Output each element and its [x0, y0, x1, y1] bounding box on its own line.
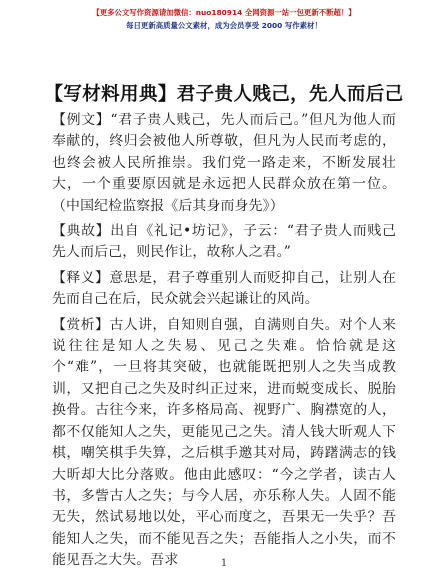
page-number: 1 [220, 558, 228, 569]
banner-line-1: 【更多公文写作资源请加微信：nuo180914 全网资源一站一包更新不断超！】 [92, 8, 356, 17]
header-banner [0, 6, 448, 32]
document-title: 【写材料用典】君子贵人贱己，先人而后己 [44, 84, 404, 105]
paragraph-allusion: 【典故】出自《礼记•坊记》，子云：“君子贵人而贱己先人而后己，则民作让，故称人之君。” [52, 223, 396, 261]
banner-line-2: 每日更新高质量公文素材，成为会员享受 2000 写作素材！ [126, 21, 322, 30]
paragraph-example: 【例文】“君子贵人贱己，先人而后己。”但凡为他人而奉献的，终归会被他人所尊敬，但凡为人民而考虑的，也终会被人民所推崇。我们党一路走来，不断发展壮大，一个重要原因就是永远把人民群众放在第一位。（中国纪检监察报《后其身而身先》） [52, 112, 396, 214]
paragraph-appreciation: 【赏析】古人讲，自知则自强，自满则自失。对个人来说往往是知人之失易、见己之失难。恰恰就是这个“难”，一旦将其突破，也就能既把别人之失当成教训，又把自己之失及时纠正过来，进而蜕变成长、脱胎换骨。古往今来，许多格局高、视野广、胸襟宽的人，都不仅能知人之失，更能见己之失。清人钱大昕观人下棋，嘲笑棋手失算，之后棋手邀其对局，踌躇满志的钱大昕却大比分落败。他由此感叹：“今之学者，读古人书，多訾古人之失；与今人居，亦乐称人失。人固不能无失，然试易地以处，平心而度之，吾果无一失乎？吾能知人之失，而不能见吾之失；吾能指人之小失，而不能见吾之大失。吾求 [52, 316, 396, 569]
paragraph-meaning: 【释义】意思是，君子尊重别人而贬抑自己，让别人在先而自己在后，民众就会兴起谦让的风尚。 [52, 269, 396, 308]
document-body [52, 110, 396, 572]
